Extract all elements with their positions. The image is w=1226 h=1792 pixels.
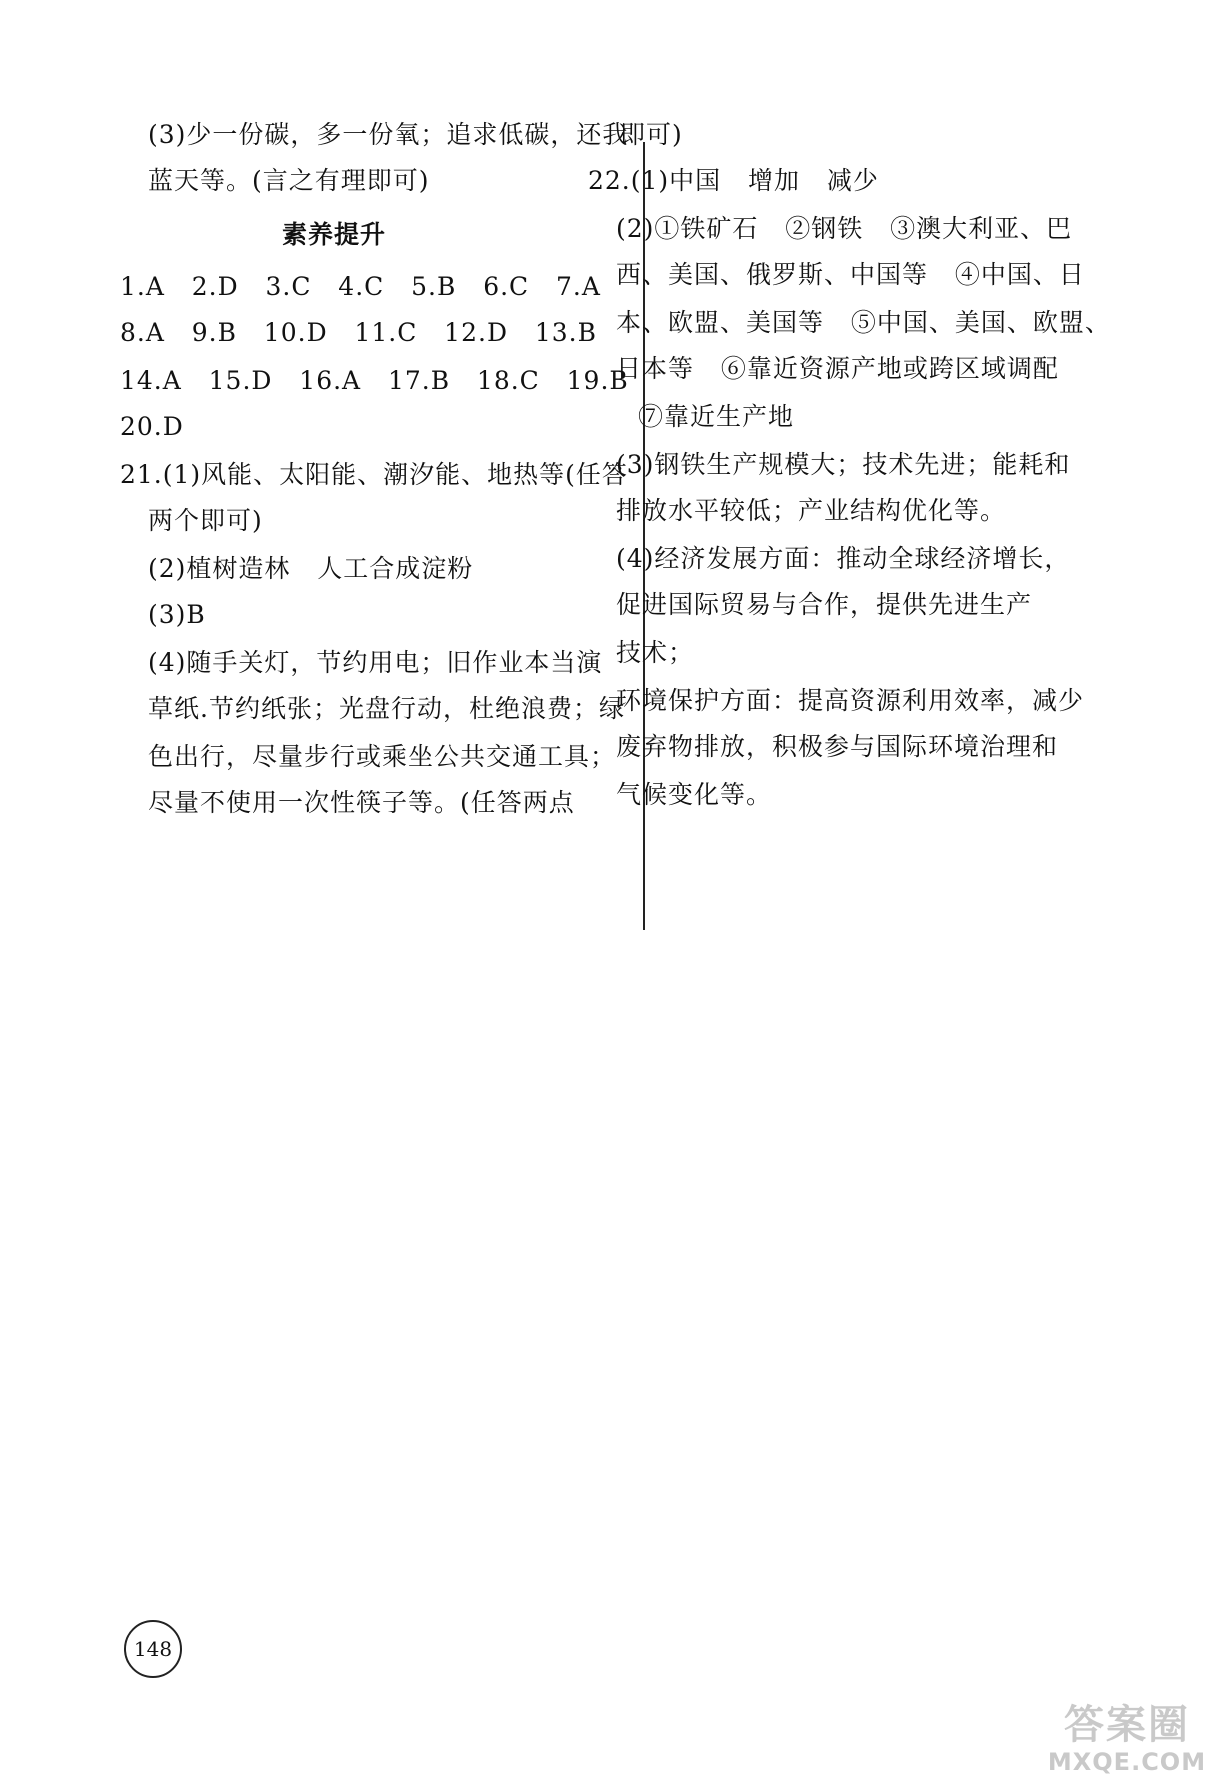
watermark-top-text: 答案圈 — [1064, 1702, 1190, 1748]
text-line: 西、美国、俄罗斯、中国等 ④中国、日 — [616, 260, 1085, 289]
text-line: (4)随手关灯，节约用电；旧作业本当演 — [148, 648, 603, 677]
watermark-logo — [1042, 1702, 1212, 1784]
text-line: 22.(1)中国 增加 减少 — [588, 166, 879, 195]
text-line: 促进国际贸易与合作，提供先进生产 — [616, 590, 1033, 619]
text-line: (4)经济发展方面：推动全球经济增长， — [616, 544, 1071, 573]
watermark-bottom-text: MXQE.COM — [1047, 1748, 1207, 1776]
section-heading: 素养提升 — [282, 220, 387, 249]
text-line: (2)①铁矿石 ②钢铁 ③澳大利亚、巴 — [616, 214, 1073, 243]
page-number — [124, 1620, 182, 1678]
text-line: 本、欧盟、美国等 ⑤中国、美国、欧盟、 — [616, 308, 1111, 337]
text-line: 两个即可) — [148, 506, 263, 535]
text-line: (2)植树造林 人工合成淀粉 — [148, 554, 474, 583]
text-line: (3)B — [148, 600, 206, 629]
text-line: 草纸.节约纸张；光盘行动，杜绝浪费；绿 — [148, 694, 625, 723]
text-line: (3)少一份碳，多一份氧；追求低碳，还我 — [148, 120, 629, 149]
answer-row: 20.D — [120, 412, 184, 441]
text-line: 尽量不使用一次性筷子等。(任答两点 — [148, 788, 575, 817]
text-line: 蓝天等。(言之有理即可) — [148, 166, 430, 195]
text-line: 日本等 ⑥靠近资源产地或跨区域调配 — [616, 354, 1059, 383]
text-line: 气候变化等。 — [616, 780, 773, 809]
text-line: 即可) — [620, 120, 683, 149]
text-line: 排放水平较低；产业结构优化等。 — [616, 496, 1007, 525]
answer-row: 1.A 2.D 3.C 4.C 5.B 6.C 7.A — [120, 272, 601, 301]
text-line: 技术； — [616, 638, 695, 667]
text-line: 21.(1)风能、太阳能、潮汐能、地热等(任答 — [120, 460, 628, 489]
text-line: 色出行，尽量步行或乘坐公共交通工具； — [148, 742, 617, 771]
text-line: 废弃物排放，积极参与国际环境治理和 — [616, 732, 1059, 761]
page-number-text: 148 — [133, 1637, 173, 1661]
text-line: 环境保护方面：提高资源利用效率，减少 — [616, 686, 1085, 715]
answer-row: 8.A 9.B 10.D 11.C 12.D 13.B — [120, 318, 597, 347]
answer-row: 14.A 15.D 16.A 17.B 18.C 19.B — [120, 366, 629, 395]
text-line: (3)钢铁生产规模大；技术先进；能耗和 — [616, 450, 1071, 479]
text-line: ⑦靠近生产地 — [638, 402, 795, 431]
